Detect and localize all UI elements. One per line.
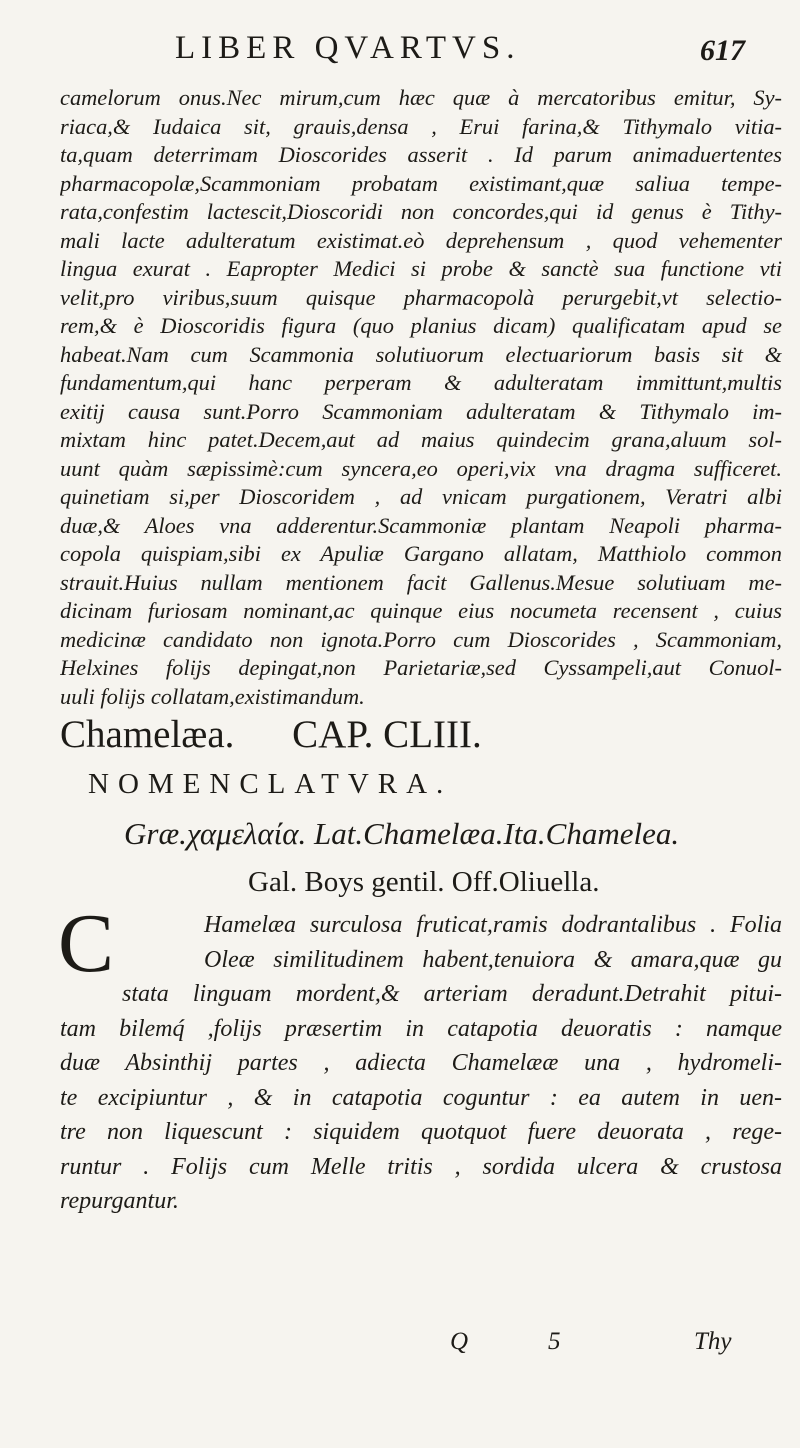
text-line: camelorum onus.Nec mirum,cum hæc quæ à mercatoribus emitur, Sy- <box>60 85 782 110</box>
nomenclatura-heading: NOMENCLATVRA. <box>88 768 453 800</box>
text-block-1 <box>60 84 782 711</box>
text-line: uuli folijs collatam,existimandum. <box>60 683 365 709</box>
text-line: quinetiam si,per Dioscoridem , ad vnicam purgationem, Veratri albi <box>60 484 782 509</box>
names-french-officinal: Gal. Boys gentil. Off.Oliuella. <box>248 866 600 898</box>
text-line: dicinam furiosam nominant,ac quinque eius nocumeta recensent , cuius <box>60 598 782 623</box>
text-line: mixtam hinc patet.Decem,aut ad maius quindecim grana,aluum sol- <box>60 427 782 452</box>
text-line: rata,confestim lactescit,Dioscoridi non concordes,qui id genus è Tithy- <box>60 199 782 224</box>
text-line: repurgantur. <box>60 1188 179 1214</box>
text-line: uunt quàm sæpissimè:cum syncera,eo operi,vix vna dragma sufficeret. <box>60 455 782 481</box>
text-line: medicinæ candidato non ignota.Porro cum Dioscorides , Scammoniam, <box>60 626 782 652</box>
text-line: habeat.Nam cum Scammonia solutiuorum electuariorum basis sit & <box>60 341 782 367</box>
running-title: LIBER QVARTVS. <box>175 30 521 66</box>
text-line: Hamelæa surculosa fruticat,ramis dodrantalibus . Folia <box>204 912 782 938</box>
text-line: pharmacopolæ,Scammoniam probatam existimant,quæ saliua tempe- <box>60 170 782 196</box>
text-line: Helxines folijs depingat,non Parietariæ,sed Cyssampeli,aut Conuol- <box>60 655 782 680</box>
text-line: tre non liquescunt : siquidem quotquot fuere deuorata , rege- <box>60 1119 782 1145</box>
signature-mark: Q <box>450 1328 469 1355</box>
text-line: duæ,& Aloes vna adderentur.Scammoniæ plantam Neapoli pharma- <box>60 512 782 538</box>
text-line: tam bilemq́ ,folijs præsertim in catapotia deuoratis : namque <box>60 1015 782 1042</box>
text-line: lingua exurat . Eapropter Medici si probe & sanctè sua functione vti <box>60 256 782 281</box>
text-block-2 <box>58 897 782 1219</box>
text-line: runtur . Folijs cum Melle tritis , sordida ulcera & crustosa <box>60 1153 782 1180</box>
text-line: exitij causa sunt.Porro Scammoniam adulteratam & Tithymalo im- <box>60 398 782 424</box>
chapter-name: Chamelæa. <box>60 713 235 756</box>
signature-number: 5 <box>548 1328 561 1355</box>
text-line: ta,quam deterrimam Dioscorides asserit . Id parum animaduertentes <box>60 142 782 167</box>
text-line: rem,& è Dioscoridis figura (quo planius dicam) qualificatam apud se <box>60 313 782 338</box>
text-line: stata linguam mordent,& arteriam deradunt.Detrahit pitui- <box>122 981 782 1007</box>
names-greek-latin-italian: Græ.χαμελαία. Lat.Chamelæa.Ita.Chamelea. <box>124 816 680 851</box>
catchword: Thy <box>694 1328 732 1355</box>
text-line: mali lacte adulteratum existimat.eò deprehensum , quod vehementer <box>60 227 782 253</box>
text-line: te excipiuntur , & in catapotia coguntur : ea autem in uen- <box>60 1084 782 1111</box>
page-number: 617 <box>700 34 745 67</box>
text-line: Oleæ similitudinem habent,tenuiora & amara,quæ gu <box>204 946 782 973</box>
text-line: copola quispiam,sibi ex Apuliæ Gargano allatam, Matthiolo common <box>60 541 782 566</box>
text-line: velit,pro viribus,suum quisque pharmacopolà perurgebit,vt selectio- <box>60 284 782 310</box>
drop-cap: C <box>58 897 115 990</box>
text-line: duæ Absinthij partes , adiecta Chamelææ una , hydromeli- <box>60 1050 782 1076</box>
chapter-heading <box>60 712 782 757</box>
text-line: riaca,& Iudaica sit, grauis,densa , Erui farina,& Tithymalo vitia- <box>60 113 782 139</box>
chapter-number: CAP. CLIII. <box>292 713 482 756</box>
text-line: fundamentum,qui hanc perperam & adulteratam immittunt,multis <box>60 370 782 395</box>
text-line: strauit.Huius nullam mentionem facit Gallenus.Mesue solutiuam me- <box>60 569 782 595</box>
